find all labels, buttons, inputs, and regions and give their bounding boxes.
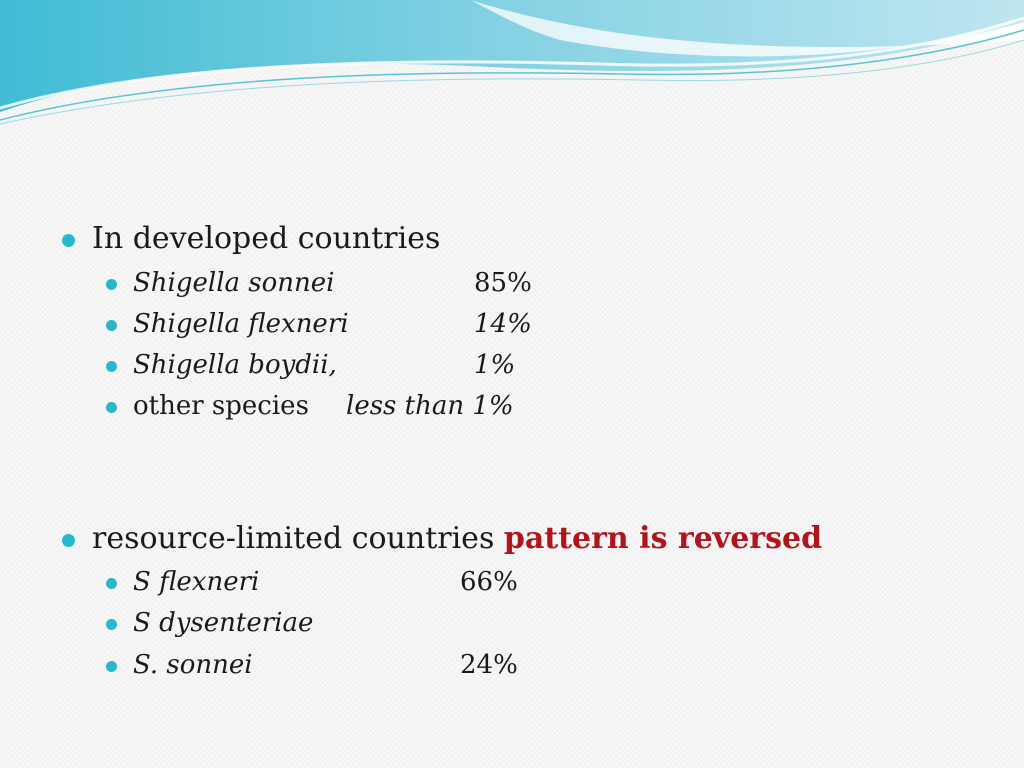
bullet-icon	[106, 402, 117, 413]
bullet-icon	[106, 661, 117, 672]
section-heading-text	[92, 521, 822, 557]
percentage-value: 24%	[460, 650, 518, 680]
percentage-value: less than 1%	[346, 391, 514, 421]
section-heading-label: resource-limited countries	[92, 521, 495, 556]
bullet-icon	[106, 279, 117, 290]
species-label: S dysenteriae	[133, 608, 314, 638]
bullet-icon	[106, 619, 117, 630]
bullet-icon	[62, 534, 75, 547]
percentage-value: 66%	[460, 567, 518, 597]
species-label: S flexneri	[133, 567, 260, 597]
bullet-icon	[106, 578, 117, 589]
species-label: other species	[133, 391, 309, 421]
bullet-icon	[106, 361, 117, 372]
bullet-icon	[106, 320, 117, 331]
section-heading-text: In developed countries	[92, 221, 441, 256]
percentage-value: 85%	[474, 268, 532, 298]
species-label: Shigella boydii,	[133, 350, 337, 380]
species-label: Shigella sonnei	[133, 268, 335, 298]
percentage-value: 1%	[474, 350, 516, 380]
emphasis-text: pattern is reversed	[503, 521, 823, 556]
species-label: S. sonnei	[133, 650, 253, 680]
percentage-value: 14%	[474, 309, 532, 339]
bullet-icon	[62, 234, 75, 247]
species-label: Shigella flexneri	[133, 309, 349, 339]
